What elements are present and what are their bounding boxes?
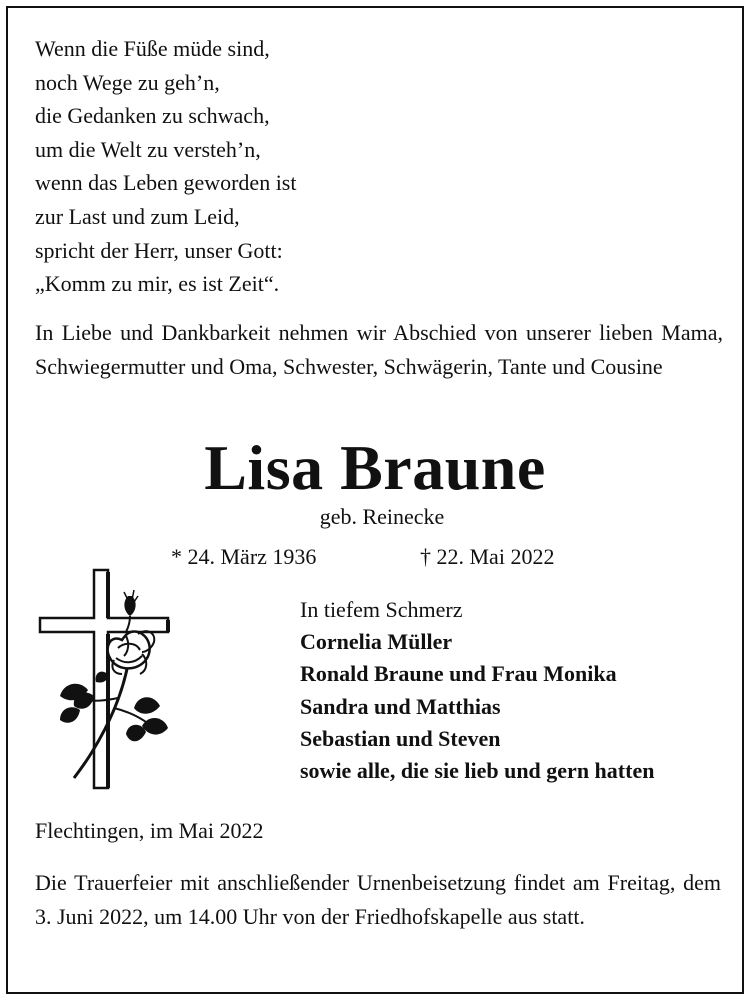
cross-with-rose-icon: [30, 556, 180, 796]
maiden-name: geb. Reinecke: [319, 504, 445, 529]
mourners-list: [300, 594, 654, 787]
mourner-name: Ronald Braune und Frau Monika: [300, 661, 617, 687]
farewell-text: In Liebe und Dankbarkeit nehmen wir Abschied von unserer lieben Mama, Schwiegermutter und Oma, Schwester, Schwägerin, Tante und Cousine: [35, 320, 723, 379]
mourner-name: sowie alle, die sie lieb und gern hatten: [300, 758, 655, 784]
deceased-name: Lisa Braune: [204, 432, 546, 503]
mourner-name: Cornelia Müller: [300, 629, 453, 655]
funeral-notice: Die Trauerfeier mit anschließender Urnenbeisetzung findet am Freitag, dem 3. Juni 2022, um 14.00 Uhr von der Friedhofskapelle aus statt.: [35, 870, 721, 929]
death-date: † 22. Mai 2022: [420, 544, 555, 569]
mourners-lead: In tiefem Schmerz: [300, 597, 463, 622]
obituary-notice: [6, 6, 744, 994]
place-and-date: Flechtingen, im Mai 2022: [35, 818, 264, 843]
poem-line: „Komm zu mir, es ist Zeit“.: [35, 271, 280, 297]
poem-line: Wenn die Füße müde sind,: [35, 36, 270, 61]
poem-line: um die Welt zu versteh’n,: [35, 136, 261, 162]
poem-line: noch Wege zu geh’n,: [35, 69, 220, 95]
poem-line: spricht der Herr, unser Gott:: [35, 237, 283, 263]
mourner-name: Sandra und Matthias: [300, 693, 501, 719]
poem-line: wenn das Leben geworden ist: [35, 170, 297, 196]
poem-line: die Gedanken zu schwach,: [35, 103, 270, 129]
birth-date: * 24. März 1936: [171, 544, 317, 569]
mourner-name: Sebastian und Steven: [300, 725, 501, 751]
poem: [35, 32, 296, 301]
poem-line: zur Last und zum Leid,: [35, 203, 240, 229]
